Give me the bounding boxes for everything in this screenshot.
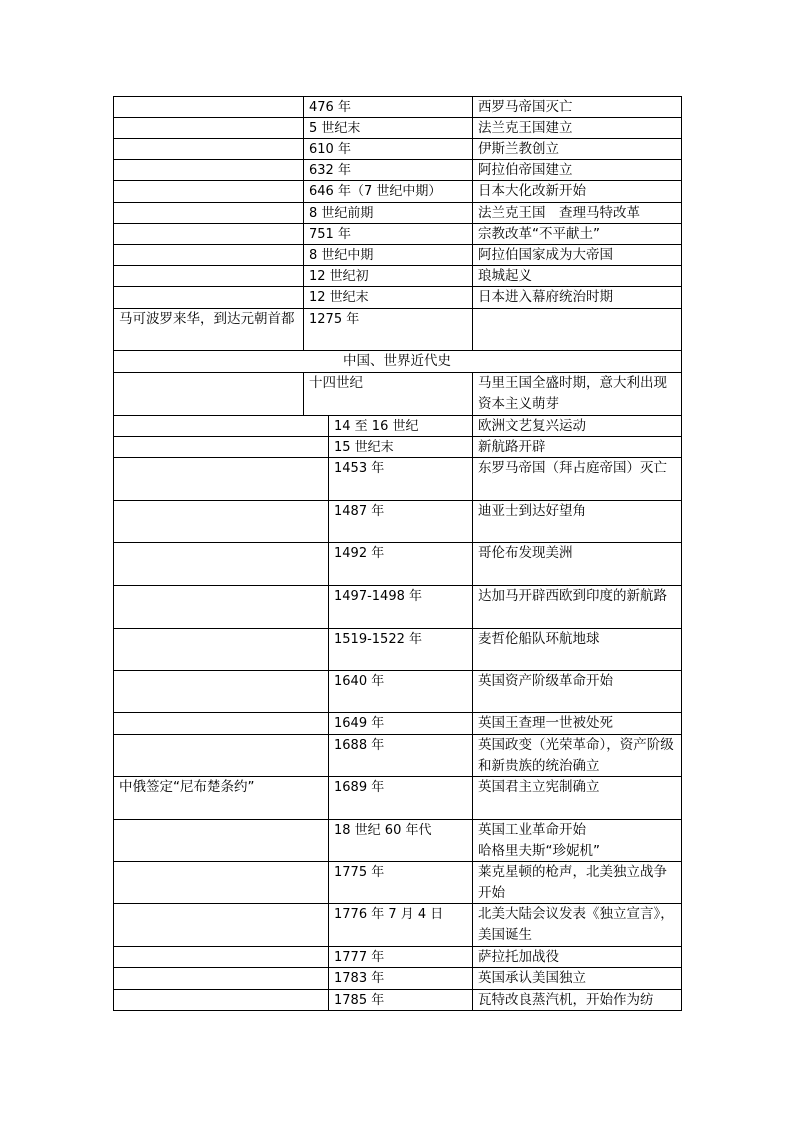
row-context-cell (113, 457, 328, 500)
column-border (113, 138, 114, 159)
column-border (303, 96, 304, 117)
row-date-cell: 十四世纪 (309, 375, 363, 391)
column-border (303, 117, 304, 138)
row-event-cell: 阿拉伯帝国建立 (478, 162, 573, 178)
row-context-cell (113, 670, 328, 712)
row-event-cell: 欧洲文艺复兴运动 (478, 418, 586, 434)
column-border (681, 286, 682, 308)
column-border (681, 628, 682, 670)
row-event-cell: 英国资产阶级革命开始 (478, 673, 613, 689)
row-context-cell (113, 202, 303, 223)
row-border (113, 1010, 682, 1011)
row-event-cell: 莱克星顿的枪声，北美独立战争开始 (478, 864, 667, 901)
column-border (328, 946, 329, 967)
column-border (472, 670, 473, 712)
column-border (113, 265, 114, 286)
column-border (472, 819, 473, 861)
column-border (472, 946, 473, 967)
column-border (113, 350, 114, 372)
column-border (303, 286, 304, 308)
column-border (113, 861, 114, 903)
row-event-cell: 日本进入幕府统治时期 (478, 289, 613, 305)
row-context-cell (113, 734, 328, 776)
row-date-cell: 14 至 16 世纪 (334, 419, 419, 434)
row-context-cell (113, 989, 328, 1010)
row-date-cell: 8 世纪前期 (309, 206, 374, 221)
column-border (113, 415, 114, 436)
column-border (113, 989, 114, 1010)
column-border (328, 903, 329, 946)
row-context-cell (113, 967, 328, 989)
row-date-cell: 1688 年 (334, 738, 385, 753)
row-event-cell: 新航路开辟 (478, 439, 546, 455)
column-border (681, 180, 682, 202)
row-event-cell: 英国王查理一世被处死 (478, 715, 613, 731)
column-border (472, 457, 473, 500)
row-event-cell (472, 308, 681, 350)
row-context-cell (113, 500, 328, 542)
row-context-cell (113, 861, 328, 903)
row-date-cell: 15 世纪末 (334, 440, 394, 455)
column-border (472, 117, 473, 138)
column-border (328, 712, 329, 734)
column-border (328, 861, 329, 903)
column-border (681, 223, 682, 244)
row-event-cell: 伊斯兰教创立 (478, 141, 559, 157)
row-date-cell: 610 年 (309, 142, 351, 157)
column-border (303, 223, 304, 244)
column-border (113, 244, 114, 265)
row-date-cell: 1689 年 (334, 780, 385, 795)
column-border (303, 308, 304, 350)
row-date-cell: 1487 年 (334, 504, 385, 519)
row-context-cell (113, 946, 328, 967)
column-border (113, 585, 114, 628)
column-border (472, 308, 473, 350)
column-border (328, 585, 329, 628)
column-border (328, 500, 329, 542)
column-border (681, 457, 682, 500)
column-border (472, 628, 473, 670)
row-context-cell (113, 286, 303, 308)
column-border (303, 202, 304, 223)
row-event-cell: 达加马开辟西欧到印度的新航路 (478, 588, 667, 604)
column-border (472, 415, 473, 436)
column-border (328, 776, 329, 819)
row-event-cell: 东罗马帝国（拜占庭帝国）灭亡 (478, 460, 667, 476)
row-context-cell (113, 117, 303, 138)
column-border (113, 159, 114, 180)
row-date-cell: 1640 年 (334, 674, 385, 689)
column-border (472, 159, 473, 180)
column-border (472, 265, 473, 286)
column-border (113, 372, 114, 415)
column-border (113, 542, 114, 585)
column-border (113, 500, 114, 542)
row-context-cell (113, 265, 303, 286)
row-date-cell: 1775 年 (334, 865, 385, 880)
row-event-cell: 英国君主立宪制确立 (478, 779, 600, 795)
row-context-cell (113, 372, 303, 415)
column-border (681, 138, 682, 159)
row-date-cell: 5 世纪末 (309, 121, 361, 136)
column-border (681, 712, 682, 734)
row-context-cell (113, 542, 328, 585)
column-border (328, 989, 329, 1010)
column-border (303, 138, 304, 159)
column-border (472, 542, 473, 585)
column-border (328, 415, 329, 436)
column-border (681, 946, 682, 967)
row-event-cell: 麦哲伦船队环航地球 (478, 631, 600, 647)
row-date-cell: 1776 年 7 月 4 日 (334, 907, 444, 922)
column-border (328, 734, 329, 776)
row-date-cell: 1783 年 (334, 971, 385, 986)
row-date-cell: 1275 年 (309, 312, 360, 327)
column-border (303, 244, 304, 265)
row-event-cell: 瓦特改良蒸汽机，开始作为纺 (478, 992, 654, 1008)
row-event-cell: 哥伦布发现美洲 (478, 545, 573, 561)
column-border (681, 202, 682, 223)
row-event-cell: 迪亚士到达好望角 (478, 503, 586, 519)
column-border (113, 734, 114, 776)
row-context-cell (113, 223, 303, 244)
column-border (472, 712, 473, 734)
column-border (113, 202, 114, 223)
column-border (113, 96, 114, 117)
column-border (681, 542, 682, 585)
column-border (472, 223, 473, 244)
row-context-cell (113, 180, 303, 202)
row-date-cell: 1777 年 (334, 950, 385, 965)
row-context-cell (113, 903, 328, 946)
column-border (472, 180, 473, 202)
column-border (472, 861, 473, 903)
column-border (328, 457, 329, 500)
row-context-cell (113, 585, 328, 628)
row-date-cell: 751 年 (309, 227, 351, 242)
column-border (681, 776, 682, 819)
column-border (681, 117, 682, 138)
row-context-cell (113, 712, 328, 734)
row-context-cell (113, 819, 328, 861)
column-border (472, 96, 473, 117)
row-context-cell (113, 138, 303, 159)
row-event-cell: 英国承认美国独立 (478, 970, 586, 986)
row-date-cell: 1492 年 (334, 546, 385, 561)
column-border (681, 436, 682, 457)
column-border (472, 372, 473, 415)
column-border (681, 585, 682, 628)
row-date-cell: 1453 年 (334, 461, 385, 476)
column-border (681, 903, 682, 946)
column-border (303, 372, 304, 415)
row-context-cell (113, 628, 328, 670)
column-border (681, 989, 682, 1010)
row-context-cell (113, 415, 328, 436)
row-date-cell: 12 世纪末 (309, 290, 369, 305)
column-border (113, 670, 114, 712)
row-date-cell: 8 世纪中期 (309, 248, 374, 263)
column-border (113, 819, 114, 861)
column-border (303, 265, 304, 286)
column-border (113, 903, 114, 946)
column-border (681, 372, 682, 415)
row-date-cell: 12 世纪初 (309, 269, 369, 284)
column-border (472, 989, 473, 1010)
row-event-cell: 法兰克王国建立 (478, 120, 573, 136)
row-event-cell: 琅城起义 (478, 268, 532, 284)
column-border (472, 436, 473, 457)
column-border (113, 457, 114, 500)
column-border (113, 117, 114, 138)
row-event-cell: 宗教改革“不平献土” (478, 226, 600, 242)
column-border (681, 265, 682, 286)
column-border (328, 542, 329, 585)
column-border (472, 967, 473, 989)
row-event-cell: 英国政变（光荣革命），资产阶级和新贵族的统治确立 (478, 737, 674, 774)
column-border (472, 903, 473, 946)
row-date-cell: 1649 年 (334, 716, 385, 731)
row-event-cell: 日本大化改新开始 (478, 183, 586, 199)
column-border (328, 967, 329, 989)
column-border (113, 180, 114, 202)
row-event-cell: 英国工业革命开始 哈格里夫斯“珍妮机” (478, 822, 600, 859)
column-border (472, 202, 473, 223)
row-date-cell: 476 年 (309, 100, 351, 115)
column-border (472, 500, 473, 542)
row-date-cell: 1497-1498 年 (334, 589, 422, 604)
row-context-cell (113, 436, 328, 457)
section-header: 中国、世界近代史 (343, 353, 451, 369)
row-event-cell: 北美大陆会议发表《独立宣言》，美国诞生 (478, 906, 674, 943)
column-border (681, 670, 682, 712)
row-date-cell: 1519-1522 年 (334, 632, 422, 647)
row-event-cell: 法兰克王国 查理马特改革 (478, 205, 640, 221)
column-border (113, 286, 114, 308)
column-border (472, 734, 473, 776)
column-border (681, 819, 682, 861)
column-border (113, 308, 114, 350)
column-border (472, 585, 473, 628)
column-border (472, 286, 473, 308)
column-border (328, 670, 329, 712)
column-border (113, 967, 114, 989)
column-border (681, 96, 682, 117)
row-event-cell: 马里王国全盛时期，意大利出现资本主义萌芽 (478, 375, 667, 412)
row-context-cell: 马可波罗来华，到达元朝首都 (119, 311, 295, 327)
row-context-cell: 中俄签定“尼布楚条约” (119, 779, 255, 795)
column-border (472, 244, 473, 265)
column-border (303, 180, 304, 202)
column-border (681, 244, 682, 265)
column-border (681, 415, 682, 436)
column-border (113, 712, 114, 734)
column-border (681, 861, 682, 903)
column-border (681, 159, 682, 180)
column-border (472, 138, 473, 159)
column-border (113, 628, 114, 670)
row-context-cell (113, 159, 303, 180)
column-border (681, 308, 682, 350)
row-date-cell: 1785 年 (334, 993, 385, 1008)
column-border (113, 776, 114, 819)
column-border (303, 159, 304, 180)
row-date-cell: 646 年（7 世纪中期） (309, 184, 442, 199)
row-event-cell: 萨拉托加战役 (478, 949, 559, 965)
row-event-cell: 西罗马帝国灭亡 (478, 99, 573, 115)
row-context-cell (113, 96, 303, 117)
column-border (113, 223, 114, 244)
row-date-cell: 632 年 (309, 163, 351, 178)
column-border (681, 967, 682, 989)
column-border (328, 628, 329, 670)
column-border (113, 946, 114, 967)
column-border (681, 734, 682, 776)
row-date-cell: 18 世纪 60 年代 (334, 823, 432, 838)
column-border (681, 350, 682, 372)
column-border (328, 436, 329, 457)
column-border (472, 776, 473, 819)
column-border (113, 436, 114, 457)
row-event-cell: 阿拉伯国家成为大帝国 (478, 247, 613, 263)
column-border (328, 819, 329, 861)
column-border (681, 500, 682, 542)
row-context-cell (113, 244, 303, 265)
